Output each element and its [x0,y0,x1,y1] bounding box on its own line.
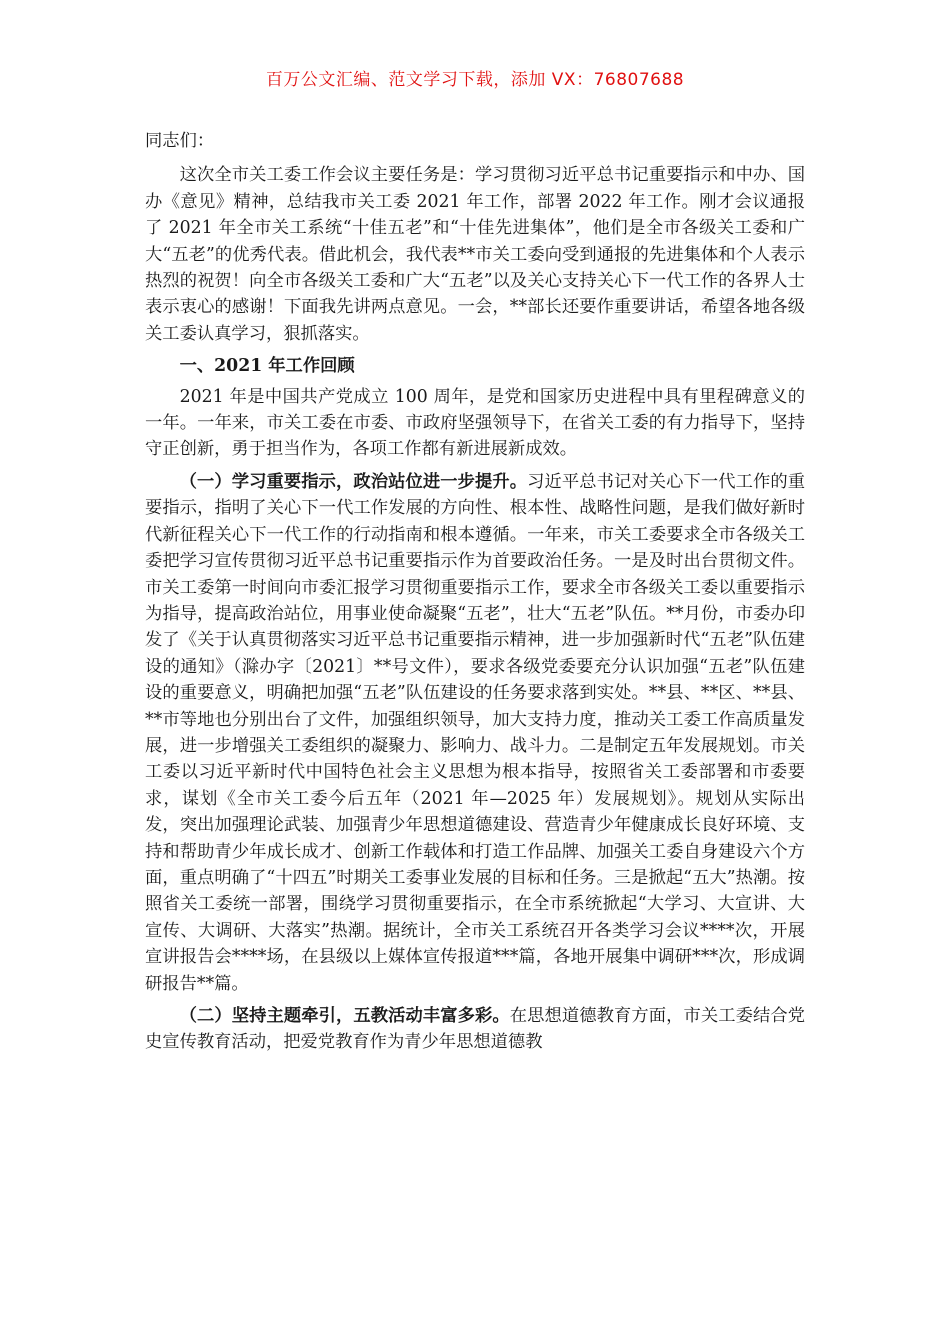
intro-paragraph: 这次全市关工委工作会议主要任务是：学习贯彻习近平总书记重要指示和中办、国办《意见》精神，总结我市关工委 2021 年工作，部署 2022 年工作。刚才会议通报了 2021 年全市关工系统“十佳五老”和“十佳先进集体”，他们是全市各级关工委和广大“五老”的优秀代表。借此机会，我代表**市关工委向受到通报的先进集体和个人表示热烈的祝贺！向全市各级关工委和广大“五老”以及关心支持关心下一代工作的各界人士表示衷心的感谢！下面我先讲两点意见。一会，**部长还要作重要讲话，希望各地各级关工委认真学习，狠抓落实。 [145,165,805,344]
item-1-body: 习近平总书记对关心下一代工作的重要指示，指明了关心下一代工作发展的方向性、根本性、战略性问题，是我们做好新时代新征程关心下一代工作的行动指南和根本遵循。一年来，市关工委要求全市各级关工委把学习宣传贯彻习近平总书记重要指示作为首要政治任务。一是及时出台贯彻文件。市关工委第一时间向市委汇报学习贯彻重要指示工作，要求全市各级关工委以重要指示为指导，提高政治站位，用事业使命凝聚“五老”，壮大“五老”队伍。**月份，市委办印发了《关于认真贯彻落实习近平总书记重要指示精神，进一步加强新时代“五老”队伍建设的通知》（滁办字〔2021〕**号文件），要求各级党委要充分认识加强“五老”队伍建设的重要意义，明确把加强“五老”队伍建设的任务要求落到实处。**县、**区、**县、**市等地也分别出台了文件，加强组织领导，加大支持力度，推动关工委工作高质量发展，进一步增强关工委组织的凝聚力、影响力、战斗力。二是制定五年发展规划。市关工委以习近平新时代中国特色社会主义思想为根本指导，按照省关工委部署和市委要求，谋划《全市关工委今后五年（2021 年—2025 年）发展规划》。规划从实际出发，突出加强理论武装、加强青少年思想道德建设、营造青少年健康成长良好环境、支持和帮助青少年成长成才、创新工作载体和打造工作品牌、加强关工委自身建设六个方面，重点明确了“十四五”时期关工委事业发展的目标和任务。三是掀起“五大”热潮。按照省关工委统一部署，围绕学习贯彻重要指示，在全市系统掀起“大学习、大宣讲、大宣传、大调研、大落实”热潮。据统计，全市关工系统召开各类学习会议****次，开展宣讲报告会****场，在县级以上媒体宣传报道***篇，各地开展集中调研***次，形成调研报告**篇。 [145,471,805,994]
item-2-body: 在思想道德教育方面，市关工委结合党史宣传教育活动，把爱党教育作为青少年思想道德教 [145,1006,805,1053]
document-body [145,128,805,1056]
section-1-heading: 一、2021 年工作回顾 [179,356,355,377]
item-1-lead: （一）学习重要指示，政治站位进一步提升。 [179,471,528,492]
item-2-lead: （二）坚持主题牵引，五教活动丰富多彩。 [179,1006,510,1026]
header-watermark: 百万公文汇编、范文学习下载，添加 VX：76807688 [265,70,685,90]
section-1-intro-paragraph: 2021 年是中国共产党成立 100 周年，是党和国家历史进程中具有里程碑意义的一年。一年来，市关工委在市委、市政府坚强领导下，在省关工委的有力指导下，坚持守正创新，勇于担当作为，各项工作都有新进展新成效。 [145,386,805,460]
item-1-paragraph [145,469,805,997]
salutation: 同志们： [145,131,215,151]
item-2-paragraph [145,1003,805,1056]
